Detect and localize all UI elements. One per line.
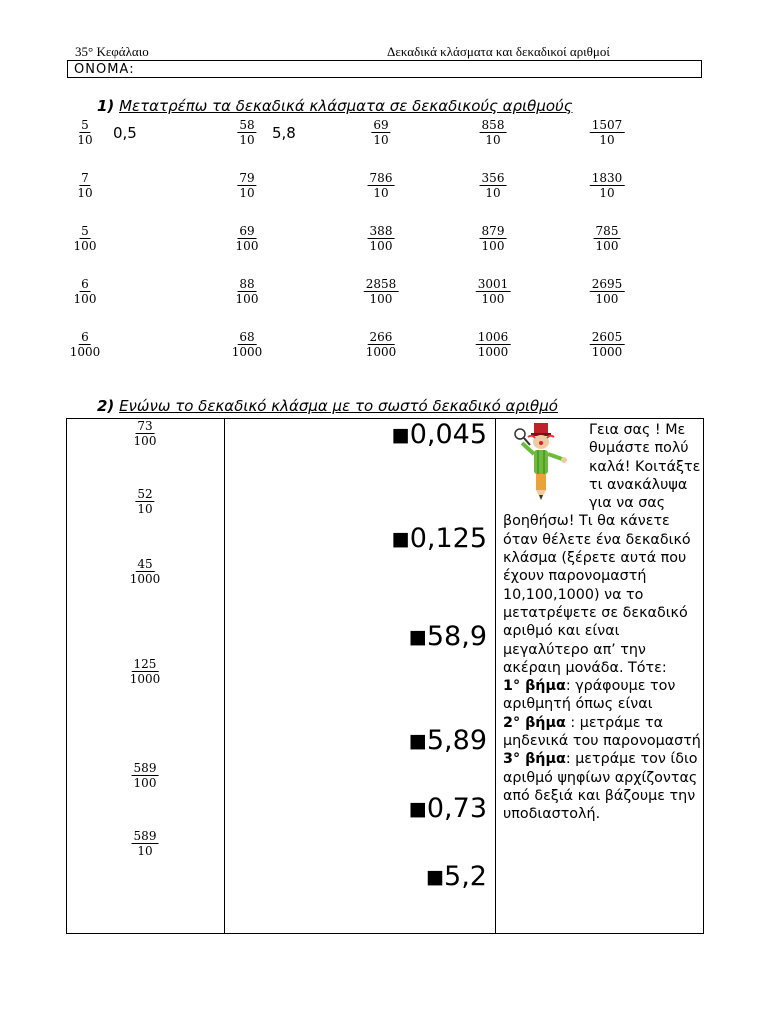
fraction-denominator: 100 — [481, 239, 505, 253]
fraction-item — [68, 330, 103, 359]
fraction-denominator: 1000 — [69, 345, 101, 359]
fraction-numerator: 589 — [133, 761, 157, 775]
decimal-value: 5,89 — [426, 725, 487, 756]
fraction-item — [371, 118, 390, 147]
fraction-item — [234, 277, 261, 306]
fraction-denominator: 100 — [369, 239, 393, 253]
fraction-numerator: 3001 — [477, 277, 509, 291]
fraction-denominator: 100 — [73, 239, 97, 253]
fraction-item — [237, 118, 256, 147]
fraction-denominator: 100 — [235, 292, 259, 306]
fraction-item — [72, 277, 99, 306]
exercise1-instruction — [97, 97, 573, 115]
fraction-denominator: 100 — [595, 292, 619, 306]
fraction-item — [368, 171, 395, 200]
exercise1-number: 1) — [97, 97, 115, 115]
fraction-item — [590, 171, 625, 200]
fraction-denominator: 10 — [373, 133, 389, 147]
fraction-item — [75, 171, 94, 200]
fraction-denominator: 10 — [77, 186, 93, 200]
fraction-numerator: 68 — [239, 330, 255, 344]
fraction-numerator: 2695 — [591, 277, 623, 291]
fraction-numerator: 6 — [81, 330, 89, 344]
fraction-numerator: 356 — [481, 171, 505, 185]
fraction-denominator: 10 — [239, 133, 255, 147]
name-label: ΟΝΟΜΑ: — [74, 62, 135, 77]
fraction-item — [364, 277, 399, 306]
step2-label: 2° βήμα — [503, 714, 566, 731]
match-fraction[interactable] — [128, 557, 163, 586]
answer-text: 5,8 — [272, 124, 296, 142]
fraction-denominator: 100 — [481, 292, 505, 306]
fraction-item — [476, 277, 511, 306]
decimal-value: 0,73 — [426, 793, 487, 824]
fraction-denominator: 1000 — [365, 345, 397, 359]
bullet-square-icon: ■ — [391, 528, 410, 550]
exercise2-text: Ενώνω το δεκαδικό κλάσμα με το σωστό δεκαδικό αριθμό — [119, 397, 558, 415]
fraction-denominator: 100 — [133, 776, 157, 790]
decimal-value: 0,045 — [409, 419, 487, 450]
fraction-item — [590, 277, 625, 306]
fraction-denominator: 10 — [599, 186, 615, 200]
topic-title: Δεκαδικά κλάσματα και δεκαδικοί αριθμοί — [387, 44, 610, 59]
fraction-numerator: 5 — [81, 118, 89, 132]
bullet-square-icon: ■ — [408, 798, 427, 820]
fraction-denominator: 10 — [373, 186, 389, 200]
fraction-numerator: 45 — [137, 557, 153, 571]
fraction-numerator: 88 — [239, 277, 255, 291]
match-decimal[interactable] — [426, 861, 487, 892]
fraction-numerator: 69 — [373, 118, 389, 132]
decimal-value: 58,9 — [426, 621, 487, 652]
fraction-denominator: 10 — [239, 186, 255, 200]
fraction-numerator: 58 — [239, 118, 255, 132]
match-decimal[interactable] — [409, 725, 487, 756]
match-fraction[interactable] — [135, 487, 154, 516]
fraction-item — [594, 224, 621, 253]
fraction-numerator: 858 — [481, 118, 505, 132]
fraction-item — [230, 330, 265, 359]
fraction-item — [234, 224, 261, 253]
exercise2-number: 2) — [97, 397, 115, 415]
fraction-denominator: 1000 — [477, 345, 509, 359]
step2-text: : μετράμε τα μηδενικά του παρονομαστή — [503, 714, 701, 750]
fraction-denominator: 100 — [595, 239, 619, 253]
fraction-numerator: 69 — [239, 224, 255, 238]
step3-text: : μετράμε τον ίδιο αριθμό ψηφίων αρχίζοντας από δεξιά και βάζουμε την υποδιαστολή. — [503, 751, 698, 823]
fraction-numerator: 589 — [133, 829, 157, 843]
fraction-numerator: 5 — [81, 224, 89, 238]
fraction-numerator: 1006 — [477, 330, 509, 344]
fraction-denominator: 10 — [137, 502, 153, 516]
fraction-numerator: 2605 — [591, 330, 623, 344]
fraction-item — [590, 118, 625, 147]
fraction-denominator: 100 — [73, 292, 97, 306]
fraction-item — [476, 330, 511, 359]
fraction-numerator: 52 — [137, 487, 153, 501]
fraction-item — [237, 171, 256, 200]
fraction-numerator: 6 — [81, 277, 89, 291]
fraction-denominator: 10 — [485, 133, 501, 147]
fractions-column — [67, 419, 225, 934]
match-fraction[interactable] — [132, 419, 159, 448]
decimals-column — [225, 419, 496, 934]
fraction-item — [75, 118, 94, 147]
fraction-item — [480, 118, 507, 147]
match-decimal[interactable] — [409, 621, 487, 652]
fraction-numerator: 879 — [481, 224, 505, 238]
fraction-item — [72, 224, 99, 253]
fraction-item — [590, 330, 625, 359]
page-header — [75, 44, 705, 60]
exercise1-text: Μετατρέπω τα δεκαδικά κλάσματα σε δεκαδικούς αριθμούς — [119, 97, 573, 115]
match-decimal[interactable] — [409, 793, 487, 824]
name-field[interactable] — [67, 60, 702, 78]
fraction-numerator: 2858 — [365, 277, 397, 291]
fraction-denominator: 1000 — [231, 345, 263, 359]
matching-table — [66, 418, 704, 934]
fraction-numerator: 785 — [595, 224, 619, 238]
fraction-numerator: 125 — [133, 657, 157, 671]
answer-text: 0,5 — [113, 124, 137, 142]
fraction-numerator: 266 — [369, 330, 393, 344]
pencil-clown-icon — [506, 421, 582, 503]
fraction-numerator: 7 — [81, 171, 89, 185]
match-fraction[interactable] — [132, 829, 159, 858]
fraction-denominator: 10 — [77, 133, 93, 147]
match-decimal[interactable] — [392, 419, 487, 450]
bullet-square-icon: ■ — [426, 866, 445, 888]
fraction-item — [480, 224, 507, 253]
fraction-denominator: 100 — [235, 239, 259, 253]
match-decimal[interactable] — [392, 523, 487, 554]
fraction-numerator: 1830 — [591, 171, 623, 185]
decimal-value: 0,125 — [409, 523, 487, 554]
bullet-square-icon: ■ — [391, 424, 410, 446]
exercise2-instruction — [97, 397, 558, 415]
bullet-square-icon: ■ — [408, 626, 427, 648]
fraction-denominator: 10 — [599, 133, 615, 147]
bullet-square-icon: ■ — [408, 730, 427, 752]
fraction-numerator: 79 — [239, 171, 255, 185]
chapter-label: 35° Κεφάλαιο — [75, 44, 149, 59]
fraction-denominator: 1000 — [591, 345, 623, 359]
fraction-denominator: 100 — [133, 434, 157, 448]
fraction-item — [368, 224, 395, 253]
step1-text: : γράφουμε τον αριθμητή όπως είναι — [503, 678, 676, 713]
fraction-numerator: 73 — [137, 419, 153, 433]
fraction-numerator: 786 — [369, 171, 393, 185]
fraction-denominator: 1000 — [129, 572, 161, 586]
fraction-denominator: 100 — [369, 292, 393, 306]
fraction-numerator: 388 — [369, 224, 393, 238]
fraction-item — [480, 171, 507, 200]
note-intro: Γεια σας ! Με θυμάστε πολύ καλά! Κοιτάξτε τι ανακάλυψα για να σας βοηθήσω! Τι θα κάνετε όταν θέλετε ένα δεκαδικό κλάσμα (ξέρετε αυτά που έχουν παρονομαστή 10,100,1000) να το μετατρέψετε σε δεκαδικό αριθμό και είναι μεγαλύτερο απ’ την ακέραιη μονάδα. Τότε: — [503, 422, 701, 676]
decimal-value: 5,2 — [444, 861, 487, 892]
help-note-cell — [496, 419, 704, 934]
match-fraction[interactable] — [128, 657, 163, 686]
match-fraction[interactable] — [132, 761, 159, 790]
step3-label: 3° βήμα — [503, 751, 566, 768]
fraction-numerator: 1507 — [591, 118, 623, 132]
step1-label: 1° βήμα — [503, 678, 566, 695]
fraction-denominator: 1000 — [129, 672, 161, 686]
fraction-item — [364, 330, 399, 359]
fraction-denominator: 10 — [137, 844, 153, 858]
fraction-denominator: 10 — [485, 186, 501, 200]
